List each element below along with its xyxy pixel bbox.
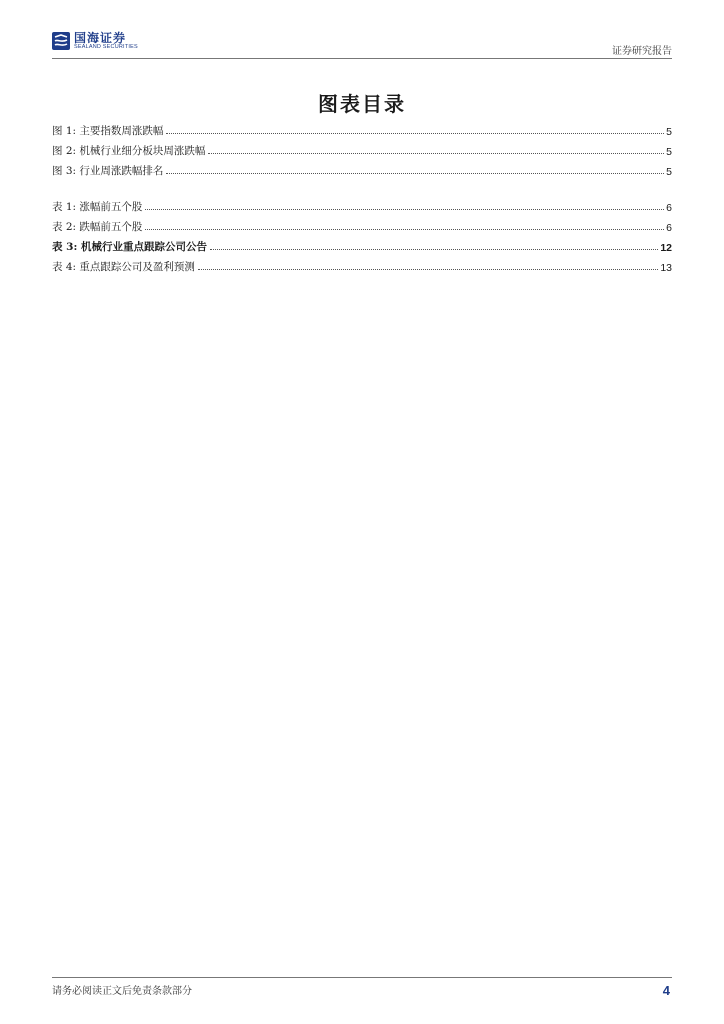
toc-entry-label: 图 2: 机械行业细分板块周涨跌幅 bbox=[52, 145, 206, 157]
toc-entry-label: 表 2: 跌幅前五个股 bbox=[52, 221, 143, 233]
toc-entry-table-1[interactable] bbox=[52, 194, 672, 214]
figure-list bbox=[52, 118, 672, 178]
toc-entry-figure-3[interactable] bbox=[52, 158, 672, 178]
toc-entry-table-2[interactable] bbox=[52, 214, 672, 234]
toc-entry-page: 12 bbox=[660, 242, 672, 254]
dot-leader bbox=[145, 229, 664, 230]
page-title: 图表目录 bbox=[318, 92, 406, 116]
page-number: 4 bbox=[662, 983, 670, 998]
toc-entry-label: 图 3: 行业周涨跌幅排名 bbox=[52, 165, 164, 177]
page-header bbox=[52, 30, 672, 59]
dot-leader bbox=[198, 269, 658, 270]
toc-entry-label: 表 1: 涨幅前五个股 bbox=[52, 201, 143, 213]
toc-entry-figure-1[interactable] bbox=[52, 118, 672, 138]
logo-chinese-name: 国海证券 bbox=[74, 31, 127, 45]
toc-entry-label: 表 4: 重点跟踪公司及盈利预测 bbox=[52, 261, 195, 273]
toc-entry-table-3[interactable] bbox=[52, 234, 672, 254]
toc-entry-page: 6 bbox=[666, 222, 672, 234]
dot-leader bbox=[208, 153, 664, 154]
toc-entry-page: 5 bbox=[666, 166, 672, 178]
toc-entry-label: 表 3: 机械行业重点跟踪公司公告 bbox=[52, 241, 207, 253]
toc-entry-page: 13 bbox=[660, 262, 672, 274]
dot-leader bbox=[145, 209, 664, 210]
toc-entry-page: 6 bbox=[666, 202, 672, 214]
toc-entry-label: 图 1: 主要指数周涨跌幅 bbox=[52, 125, 164, 137]
company-logo bbox=[52, 32, 138, 51]
toc-entry-figure-2[interactable] bbox=[52, 138, 672, 158]
sealand-logo-icon bbox=[52, 32, 70, 50]
footer-divider bbox=[52, 977, 672, 978]
logo-english-name: SEALAND SECURITIES bbox=[74, 44, 138, 50]
toc-entry-page: 5 bbox=[666, 126, 672, 138]
toc-entry-table-4[interactable] bbox=[52, 254, 672, 274]
dot-leader bbox=[166, 133, 664, 134]
table-list bbox=[52, 194, 672, 274]
dot-leader bbox=[210, 249, 658, 250]
dot-leader bbox=[166, 173, 664, 174]
footer-disclaimer: 请务必阅读正文后免责条款部分 bbox=[52, 986, 192, 997]
toc-entry-page: 5 bbox=[666, 146, 672, 158]
report-type-label: 证券研究报告 bbox=[612, 46, 672, 57]
